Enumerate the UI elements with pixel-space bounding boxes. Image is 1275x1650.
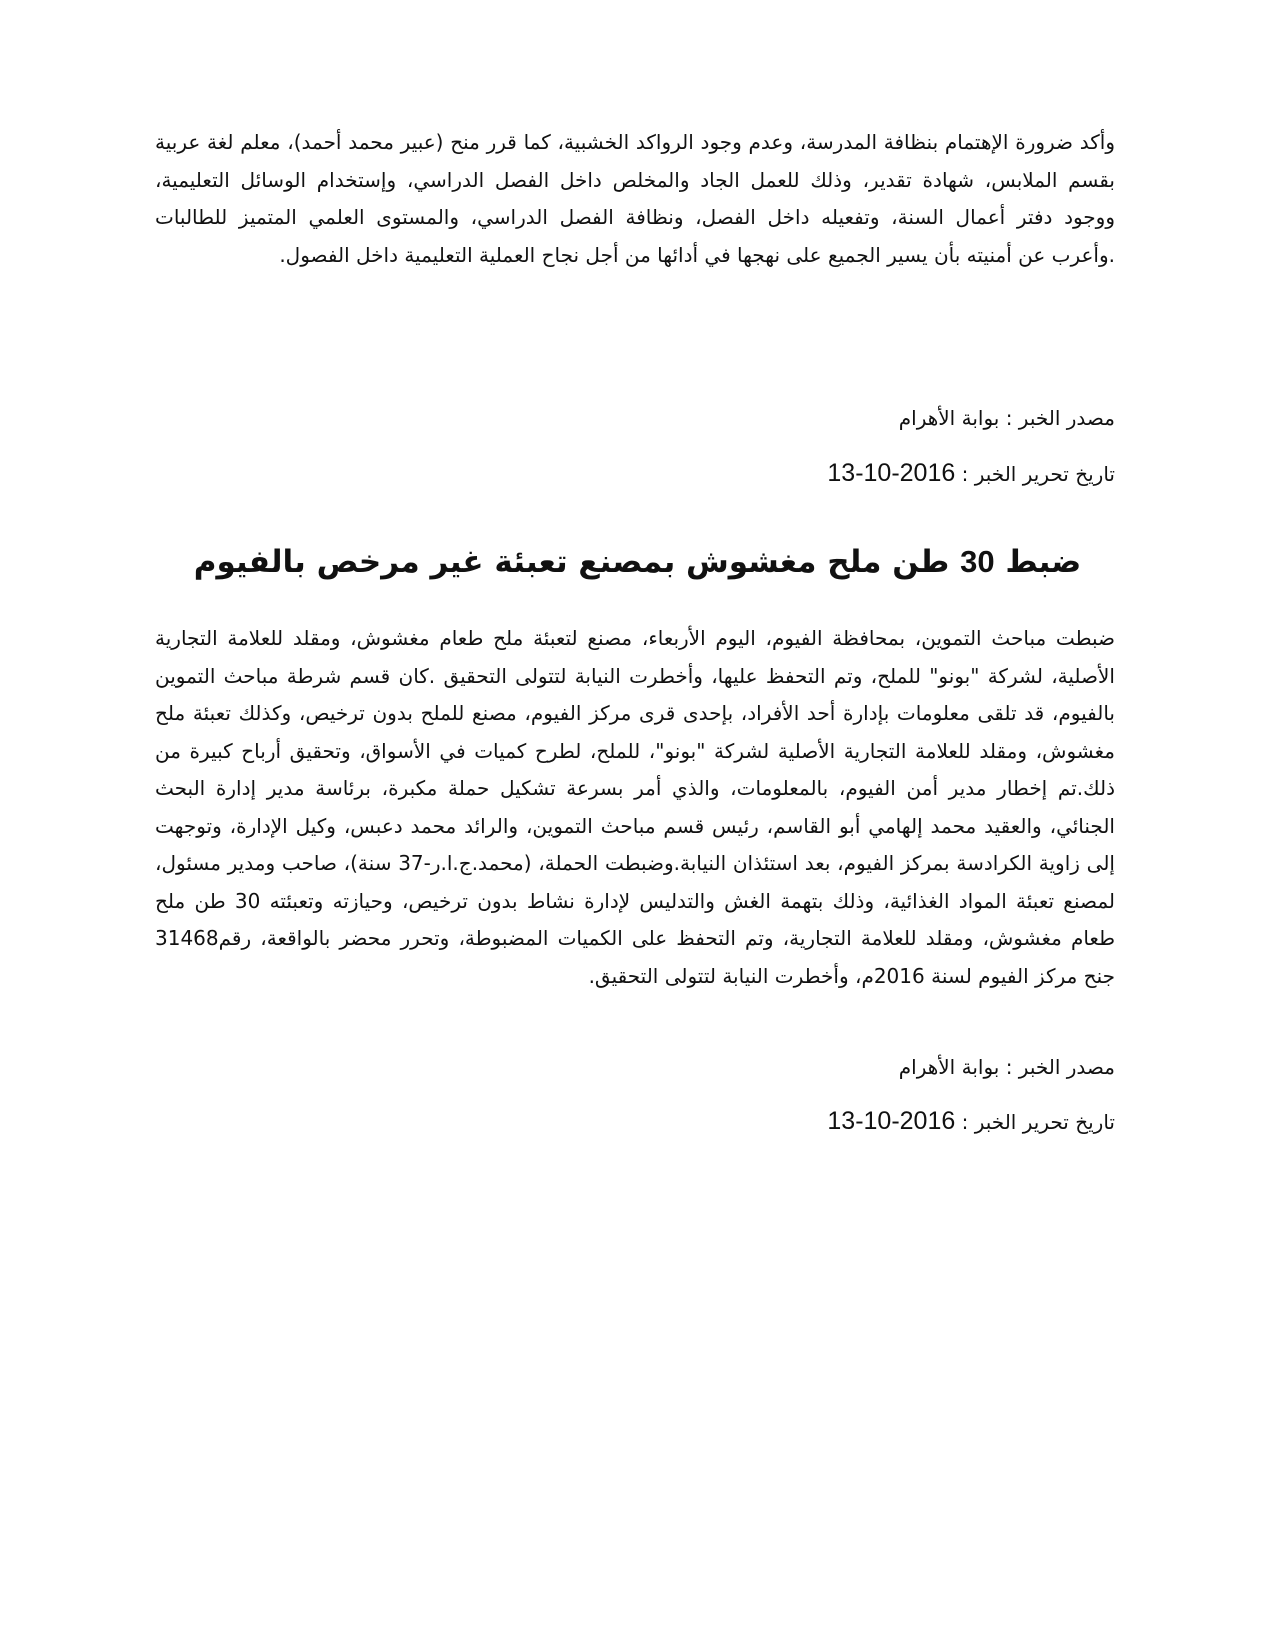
article-date-value: 2016-10-13 (827, 1107, 956, 1135)
news-date-value: 2016-10-13 (827, 459, 956, 487)
article-body: ضبطت مباحث التموين، بمحافظة الفيوم، اليوم الأربعاء، مصنع لتعبئة ملح طعام مغشوش، ومقلد للعلامة التجارية الأصلية، لشركة "بونو" للملح، وتم التحفظ عليها، وأخطرت النيابة لتتولى التحقيق .كان قسم شرطة مباحث التموين بالفيوم، قد تلقى معلومات بإدارة أحد الأفراد، بإحدى قرى مركز الفيوم، مصنع للملح بدون ترخيص، وكذلك تعبئة ملح مغشوش، ومقلد للعلامة التجارية الأصلية لشركة "بونو"، للملح، لطرح كميات في الأسواق، وتحقيق أرباح كبيرة من ذلك.تم إخطار مدير أمن الفيوم، بالمعلومات، والذي أمر بسرعة تشكيل حملة مكبرة، برئاسة مدير إدارة البحث الجنائي، والعقيد محمد إلهامي أبو القاسم، رئيس قسم مباحث التموين، والرائد محمد دعبس، وكيل الإدارة، وتوجهت إلى زاوية الكرادسة بمركز الفيوم، بعد استئذان النيابة.وضبطت الحملة، (محمد.ج.ا.ر-37 سنة)، صاحب ومدير مسئول، لمصنع تعبئة المواد الغذائية، وذلك بتهمة الغش والتدليس لإدارة نشاط بدون ترخيص، وحيازته وتعبئته 30 طن ملح طعام مغشوش، ومقلد للعلامة التجارية، وتم التحفظ على الكميات المضبوطة، وتحرر محضر بالواقعة، رقم31468 جنح مركز الفيوم لسنة 2016م، وأخطرت النيابة لتتولى التحقيق. (155, 626, 1115, 988)
intro-paragraph: وأكد ضرورة الإهتمام بنظافة المدرسة، وعدم وجود الرواكد الخشبية، كما قرر منح (عبير محمد أحمد)، معلم لغة عربية بقسم الملابس، شهادة تقدير، وذلك للعمل الجاد والمخلص داخل الفصل الدراسي، وإستخدام الوسائل التعليمية، ووجود دفتر أعمال السنة، وتفعيله داخل الفصل، ونظافة الفصل الدراسي، والمستوى العلمي المتميز للطالبات .وأعرب عن أمنيته بأن يسير الجميع على نهجها في أدائها من أجل نجاح العملية التعليمية داخل الفصول. (155, 130, 1115, 267)
news-source-line: مصدر الخبر : بوابة الأهرام (898, 406, 1115, 430)
article-date-label: تاريخ تحرير الخبر : (955, 1110, 1115, 1134)
article-title-end: طن ملح مغشوش بمصنع تعبئة غير مرخص بالفيوم (193, 544, 961, 580)
article-title (0, 540, 1275, 584)
article-title-number: 30 (960, 544, 995, 579)
article-date-line (155, 1106, 1115, 1137)
news-date-line (155, 458, 1115, 489)
news-date-label: تاريخ تحرير الخبر : (955, 462, 1115, 486)
article-title-start: ضبط (994, 544, 1082, 580)
article-source-line: مصدر الخبر : بوابة الأهرام (898, 1055, 1115, 1079)
